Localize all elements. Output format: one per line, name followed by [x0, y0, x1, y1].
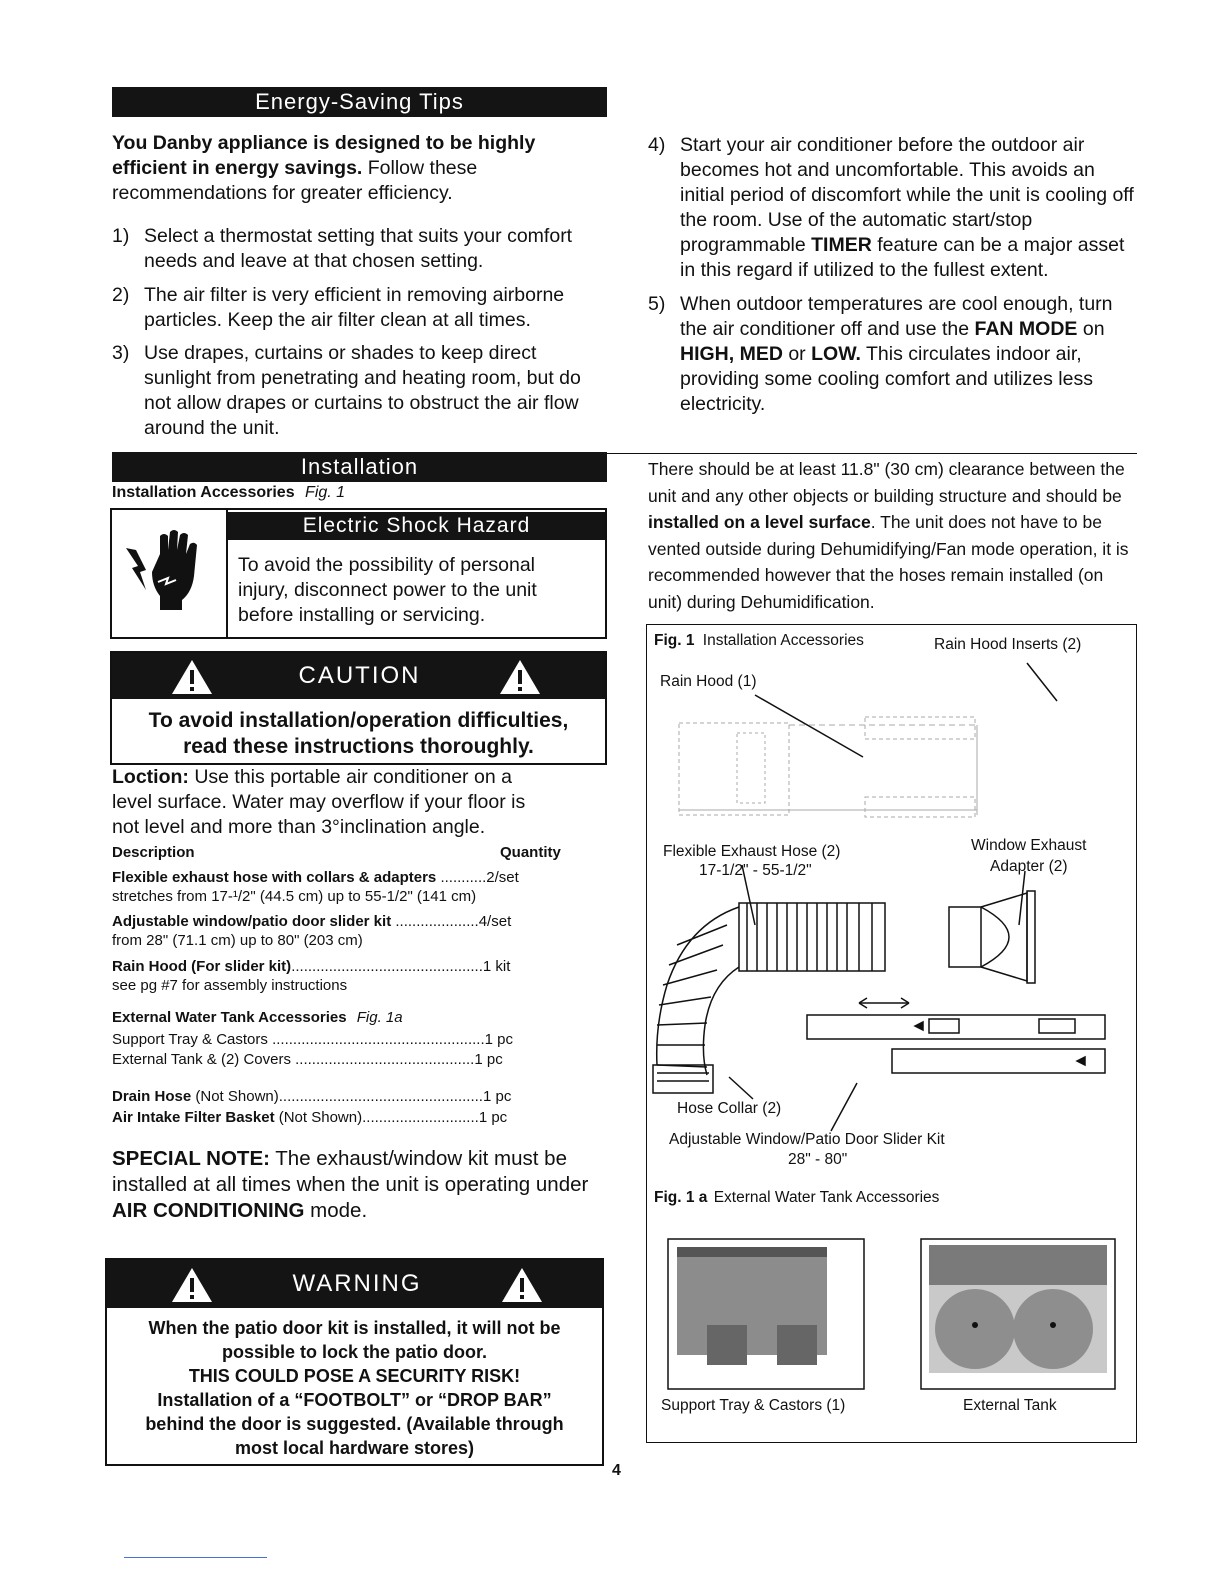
row-qty: 1 pc: [478, 1109, 508, 1126]
warning-box: [105, 1258, 604, 1466]
tip-4-timer: TIMER: [811, 234, 872, 256]
tip-5-part: This circulates indoor air, providing some cooling comfort and utilizes less electricity.: [680, 343, 1093, 415]
table-row: [112, 957, 578, 976]
row-qty: 1 pc: [482, 1088, 512, 1105]
tip-5-part: When outdoor temperatures are cool enough, turn the air conditioner off and use the: [680, 293, 1113, 340]
fig1-title: Installation Accessories: [702, 632, 864, 649]
warning-line: behind the door is suggested. (Available through: [145, 1414, 564, 1434]
caution-banner: [112, 653, 605, 699]
table-header-quantity: Quantity: [500, 844, 561, 861]
row-name: Air Intake Filter Basket: [112, 1109, 275, 1126]
installation-header: Installation: [112, 452, 607, 482]
row-name: Rain Hood (For slider kit): [112, 958, 292, 975]
caution-line-2: read these instructions thoroughly.: [183, 735, 534, 758]
row-qty: 1 pc: [484, 1031, 513, 1048]
accessories-label-text: Installation Accessories: [112, 484, 295, 501]
warning-line: possible to lock the patio door.: [221, 1342, 488, 1362]
tip-4-text: [680, 133, 1142, 283]
row-name: External Tank & (2) Covers: [112, 1051, 291, 1068]
caution-right-warning-icon: [498, 658, 542, 696]
warning-text: [107, 1316, 602, 1460]
tip-3-number: 3): [112, 342, 130, 364]
energy-intro-rest: Follow these recommendations for greater efficiency.: [112, 157, 478, 204]
rain-hood-label: Rain Hood (1): [660, 673, 757, 690]
table-row: [112, 912, 578, 931]
adapter-label-1: Window Exhaust: [971, 837, 1087, 854]
hose-collar-label: Hose Collar (2): [677, 1100, 782, 1117]
row-leader: ............................: [362, 1109, 479, 1126]
location-text: Use this portable air conditioner on a level surface. Water may overflow if your floor is not level and more than 3°inclination angle.: [112, 766, 526, 838]
clearance-note: [648, 456, 1140, 615]
installation-accessories-drawing: [647, 625, 1135, 1441]
warning-line: most local hardware stores): [234, 1438, 475, 1458]
row-leader: ..............................................: [291, 958, 483, 975]
fig1-label: Fig. 1: [654, 632, 695, 649]
row-qty: 1 kit: [482, 958, 511, 975]
row-leader: ...........................................: [290, 1051, 475, 1068]
caution-left-warning-icon: [170, 658, 214, 696]
table-row: [112, 868, 578, 887]
tip-4-part: Start your air conditioner before the outdoor air becomes hot and uncomfortable. This avoids an initial period of discomfort while the unit is cooling off the room. Use of the automatic start/stop programmable: [680, 134, 1134, 256]
flexible-exhaust-hose-drawing: [653, 865, 885, 1099]
special-note-label: SPECIAL NOTE:: [112, 1147, 270, 1170]
table-row: [112, 1108, 507, 1127]
fig1a-caption: [654, 1189, 939, 1207]
row-leader: .................................................: [278, 1088, 483, 1105]
fig1a-title: External Water Tank Accessories: [713, 1189, 940, 1206]
table-row: [112, 1030, 513, 1049]
caution-line-1: To avoid installation/operation difficulties,: [148, 709, 569, 732]
figure-box: [646, 624, 1137, 1443]
special-note-mode: AIR CONDITIONING: [112, 1199, 305, 1222]
page-number: 4: [612, 1462, 621, 1479]
table-row: [112, 1050, 503, 1069]
table-header-description: Description: [112, 844, 195, 861]
footer-rule: [124, 1557, 267, 1558]
location-note: [112, 765, 552, 840]
warning-left-icon: [170, 1266, 214, 1304]
fig1a-label: Fig. 1 a: [654, 1189, 708, 1206]
window-exhaust-adapter-drawing: [949, 871, 1035, 983]
table-row-sub: stretches from 17-¹/2" (44.5 cm) up to 55-1/2" (141 cm): [112, 888, 477, 905]
row-qty: 4/set: [478, 913, 512, 930]
tip-5-number: 5): [648, 293, 666, 315]
tank-header-text: External Water Tank Accessories: [112, 1009, 347, 1026]
tip-1-text: Select a thermostat setting that suits your comfort needs and leave at that chosen setting.: [144, 225, 573, 272]
location-label: Loction:: [112, 766, 189, 788]
tip-2-text: The air filter is very efficient in removing airborne particles. Keep the air filter clean at all times.: [144, 284, 565, 331]
caution-box: [110, 651, 607, 765]
rain-hood-inserts-label: Rain Hood Inserts (2): [934, 636, 1082, 653]
row-name-rest: (Not Shown): [191, 1088, 279, 1105]
row-qty: 1 pc: [474, 1051, 503, 1068]
installation-accessories-label: [112, 483, 345, 503]
row-qty: 2/set: [486, 869, 519, 886]
warning-right-icon: [500, 1266, 544, 1304]
tip-4-number: 4): [648, 134, 666, 156]
warning-banner: [107, 1260, 602, 1308]
tip-5-high-med: HIGH, MED: [680, 343, 783, 365]
special-note-text: The exhaust/window kit must be installed at all times when the unit is operating under: [112, 1147, 589, 1196]
hose-label: Flexible Exhaust Hose (2): [663, 843, 841, 860]
slider-kit-range: 28" - 80": [788, 1151, 848, 1168]
rain-hood-drawing: [679, 717, 977, 817]
support-tray-image: [668, 1239, 864, 1389]
clearance-part: . The unit does not have to be vented outside during Dehumidifying/Fan mode operation, it is recommended however that the hoses remain installed (on unit) during Dehumidification.: [648, 512, 1129, 612]
row-name-rest: (Not Shown): [274, 1109, 363, 1126]
energy-intro-bold: You Danby appliance is designed to be highly efficient in energy savings.: [112, 132, 536, 179]
row-name: Support Tray & Castors: [112, 1031, 268, 1048]
tank-fig-ref: Fig. 1a: [356, 1009, 403, 1026]
tip-5-fan-mode: FAN MODE: [974, 318, 1078, 340]
accessories-fig-ref: Fig. 1: [305, 484, 346, 501]
caution-title: CAUTION: [298, 662, 421, 689]
special-note-end: mode.: [304, 1199, 368, 1222]
tip-5-part: on: [1077, 318, 1105, 340]
tip-5-low: LOW.: [811, 343, 861, 365]
support-tray-label: Support Tray & Castors (1): [661, 1397, 846, 1414]
electric-shock-box: [110, 508, 607, 639]
row-name: Flexible exhaust hose with collars & adapters: [112, 869, 437, 886]
shock-title: Electric Shock Hazard: [228, 512, 605, 540]
tip-5-part: or: [782, 343, 812, 365]
row-name: Drain Hose: [112, 1088, 192, 1105]
adapter-label-2: Adapter (2): [990, 858, 1068, 875]
external-tank-image: [921, 1239, 1115, 1389]
external-tank-label: External Tank: [963, 1397, 1057, 1414]
slider-kit-label: Adjustable Window/Patio Door Slider Kit: [669, 1131, 945, 1148]
energy-intro: [112, 131, 582, 206]
clearance-level-surface: installed on a level surface: [648, 512, 871, 532]
row-leader: ...................................................: [267, 1031, 485, 1048]
warning-title: WARNING: [292, 1270, 422, 1297]
hose-range: 17-1/2" - 55-1/2": [699, 862, 812, 879]
section-divider: [607, 453, 1137, 454]
tip-3-text: Use drapes, curtains or shades to keep direct sunlight from penetrating and heating room, but do not allow drapes or curtains to obstruct the air flow around the unit.: [144, 342, 581, 439]
warning-line: THIS COULD POSE A SECURITY RISK!: [188, 1366, 521, 1386]
shock-text: To avoid the possibility of personal injury, disconnect power to the unit before installing or servicing.: [238, 554, 537, 626]
table-row-sub: see pg #7 for assembly instructions: [112, 977, 348, 994]
tip-1-number: 1): [112, 225, 130, 247]
table-row-sub: from 28" (71.1 cm) up to 80" (203 cm): [112, 932, 363, 949]
window-slider-kit-drawing: [807, 998, 1105, 1131]
table-row: [112, 1087, 511, 1106]
shock-hand-icon: [112, 510, 226, 637]
special-note: [112, 1146, 600, 1224]
clearance-part: There should be at least 11.8" (30 cm) clearance between the unit and any other objects or building structure and should be: [648, 459, 1125, 506]
row-name: Adjustable window/patio door slider kit: [112, 913, 392, 930]
tip-4-part: feature can be a major asset in this regard if utilized to the fullest extent.: [680, 234, 1125, 281]
warning-line: When the patio door kit is installed, it will not be: [148, 1318, 561, 1338]
tip-5-text: [680, 292, 1130, 417]
energy-saving-tips-header: Energy-Saving Tips: [112, 87, 607, 117]
tank-accessories-header: [112, 1008, 403, 1027]
shock-icon-cell: [112, 510, 228, 637]
tip-2-number: 2): [112, 284, 130, 306]
row-leader: ...........: [436, 869, 487, 886]
warning-line: Installation of a “FOOTBOLT” or “DROP BAR”: [157, 1390, 552, 1410]
row-leader: ....................: [391, 913, 479, 930]
